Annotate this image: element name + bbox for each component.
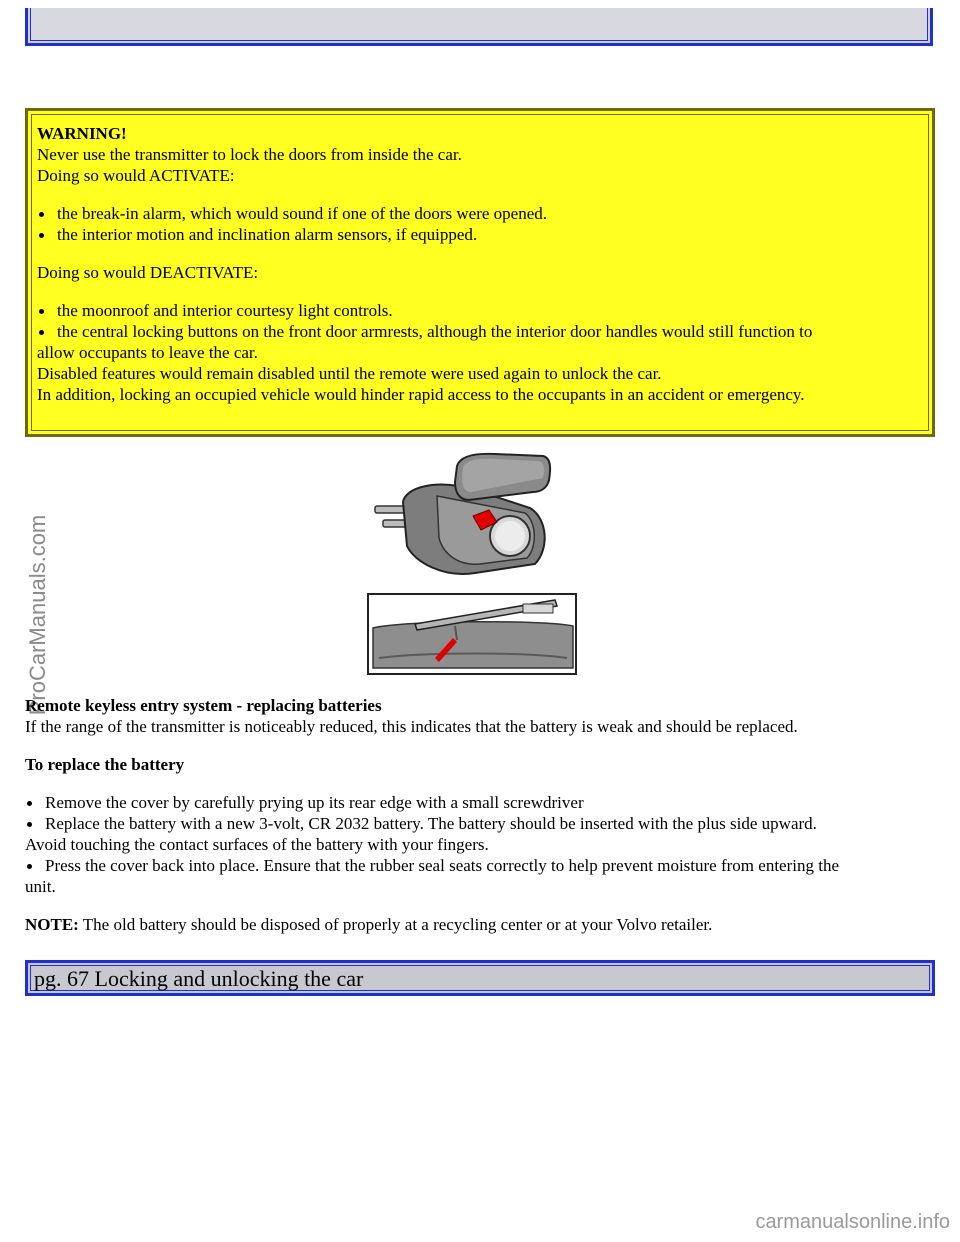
list-item: the break-in alarm, which would sound if one of the doors were opened. <box>37 203 923 224</box>
activate-list <box>37 203 923 245</box>
warning-continuation: allow occupants to leave the car. <box>37 343 258 362</box>
deactivate-list <box>37 300 923 342</box>
list-item: Press the cover back into place. Ensure that the rubber seal seats correctly to help prevent moisture from entering the <box>25 855 940 876</box>
watermark <box>18 505 58 725</box>
site-watermark: carmanualsonline.info <box>755 1211 950 1233</box>
top-header-bar-inner <box>30 8 928 41</box>
battery-section <box>25 695 940 935</box>
warning-line: Never use the transmitter to lock the doors from inside the car. <box>37 145 462 164</box>
warning-continuation: Disabled features would remain disabled until the remote were used again to unlock the car. <box>37 364 662 383</box>
activate-intro: Doing so would ACTIVATE: <box>37 166 235 185</box>
note-text: The old battery should be disposed of properly at a recycling center or at your Volvo retailer. <box>78 915 713 934</box>
note <box>25 914 940 935</box>
section-subheading: To replace the battery <box>25 755 185 774</box>
step-continuation: unit. <box>25 877 56 896</box>
step-continuation: Avoid touching the contact surfaces of the battery with your fingers. <box>25 835 489 854</box>
warning-box <box>25 108 935 437</box>
list-item: the interior motion and inclination alarm sensors, if equipped. <box>37 224 923 245</box>
warning-title: WARNING! <box>37 124 127 143</box>
list-item: the central locking buttons on the front door armrests, although the interior door handles would still function to <box>37 321 923 342</box>
page-footer-bar <box>25 960 935 996</box>
section-heading: Remote keyless entry system - replacing batteries <box>25 696 382 715</box>
warning-continuation: In addition, locking an occupied vehicle would hinder rapid access to the occupants in an accident or emergency. <box>37 385 805 404</box>
deactivate-intro: Doing so would DEACTIVATE: <box>37 263 259 282</box>
page-title: pg. 67 Locking and unlocking the car <box>30 965 930 991</box>
list-item: Replace the battery with a new 3-volt, CR 2032 battery. The battery should be inserted with the plus side upward. <box>25 813 940 834</box>
list-item: Remove the cover by carefully prying up its rear edge with a small screwdriver <box>25 792 940 813</box>
section-intro: If the range of the transmitter is noticeably reduced, this indicates that the battery is weak and should be replaced. <box>25 717 798 736</box>
warning-box-content <box>31 114 929 431</box>
top-header-bar <box>25 8 933 46</box>
steps-list <box>25 792 940 834</box>
key-fob-illustration <box>365 448 580 676</box>
watermark-text: ProCarManuals.com <box>25 514 50 716</box>
battery-replacement-illustration <box>365 448 580 676</box>
list-item: the moonroof and interior courtesy light controls. <box>37 300 923 321</box>
note-label: NOTE: <box>25 915 79 934</box>
steps-list-continued <box>25 855 940 876</box>
